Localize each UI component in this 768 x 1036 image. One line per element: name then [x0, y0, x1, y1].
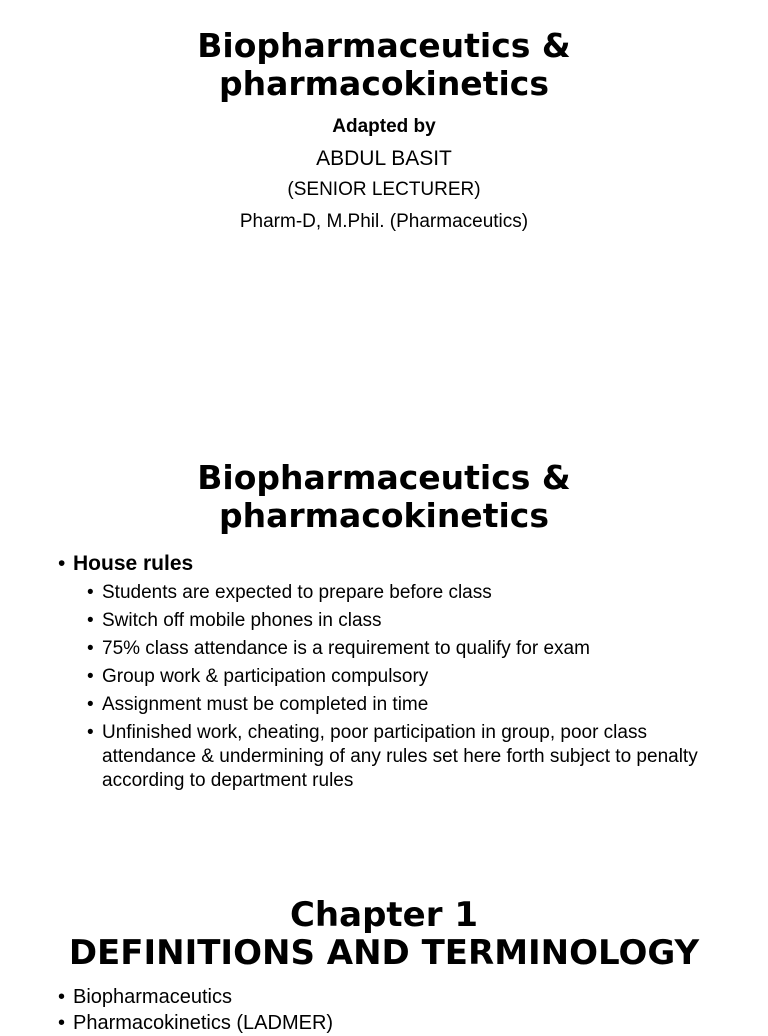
- rule-text: 75% class attendance is a requirement to qualify for exam: [102, 638, 590, 659]
- list-item: [0, 721, 768, 793]
- author-name: ABDUL BASIT: [316, 147, 452, 170]
- title-line-2: pharmacokinetics: [219, 64, 549, 103]
- adapted-by-label: Adapted by: [332, 116, 436, 137]
- title-line-1: Biopharmaceutics &: [197, 26, 571, 65]
- house-rules-heading: [0, 551, 768, 577]
- house-rules-slide: [0, 459, 768, 793]
- slide-title: [0, 459, 768, 535]
- title-line-2: pharmacokinetics: [219, 496, 549, 535]
- bullet-icon: •: [87, 610, 94, 631]
- title-line-2: DEFINITIONS AND TERMINOLOGY: [68, 933, 700, 973]
- list-item: [0, 1010, 768, 1036]
- rule-text: Unfinished work, cheating, poor participation in group, poor class attendance & undermining of any rules set here forth subject to penalty according to department rules: [102, 722, 698, 791]
- title-line-1: Biopharmaceutics &: [197, 458, 571, 497]
- rule-text: Assignment must be completed in time: [102, 694, 429, 715]
- bullet-icon: •: [87, 638, 94, 659]
- bullet-icon: •: [58, 986, 66, 1008]
- rule-text: Group work & participation compulsory: [102, 666, 429, 687]
- slide-title: [0, 896, 768, 972]
- list-item: [0, 637, 768, 661]
- rule-text: Switch off mobile phones in class: [102, 610, 382, 631]
- chapter-slide: [0, 896, 768, 1036]
- house-rules-heading-text: House rules: [73, 552, 194, 575]
- definition-item: Pharmacokinetics (LADMER): [73, 1012, 334, 1034]
- bullet-icon: •: [58, 1012, 66, 1034]
- list-item: [0, 581, 768, 605]
- house-rules-list: [0, 551, 768, 793]
- definition-item: Biopharmaceutics: [73, 986, 232, 1008]
- author-role: (SENIOR LECTURER): [287, 179, 481, 200]
- slide-title: [0, 27, 768, 103]
- title-line-1: Chapter 1: [289, 895, 478, 935]
- bullet-icon: •: [87, 582, 94, 603]
- list-item: [0, 609, 768, 633]
- title-slide: [0, 27, 768, 234]
- bullet-icon: •: [87, 666, 94, 687]
- bullet-icon: •: [87, 722, 94, 743]
- definitions-list: [0, 984, 768, 1036]
- list-item: [0, 984, 768, 1010]
- list-item: [0, 665, 768, 689]
- bullet-icon: •: [58, 552, 66, 575]
- bullet-icon: •: [87, 694, 94, 715]
- rule-text: Students are expected to prepare before class: [102, 582, 492, 603]
- author-qualification: Pharm-D, M.Phil. (Pharmaceutics): [239, 211, 529, 232]
- list-item: [0, 693, 768, 717]
